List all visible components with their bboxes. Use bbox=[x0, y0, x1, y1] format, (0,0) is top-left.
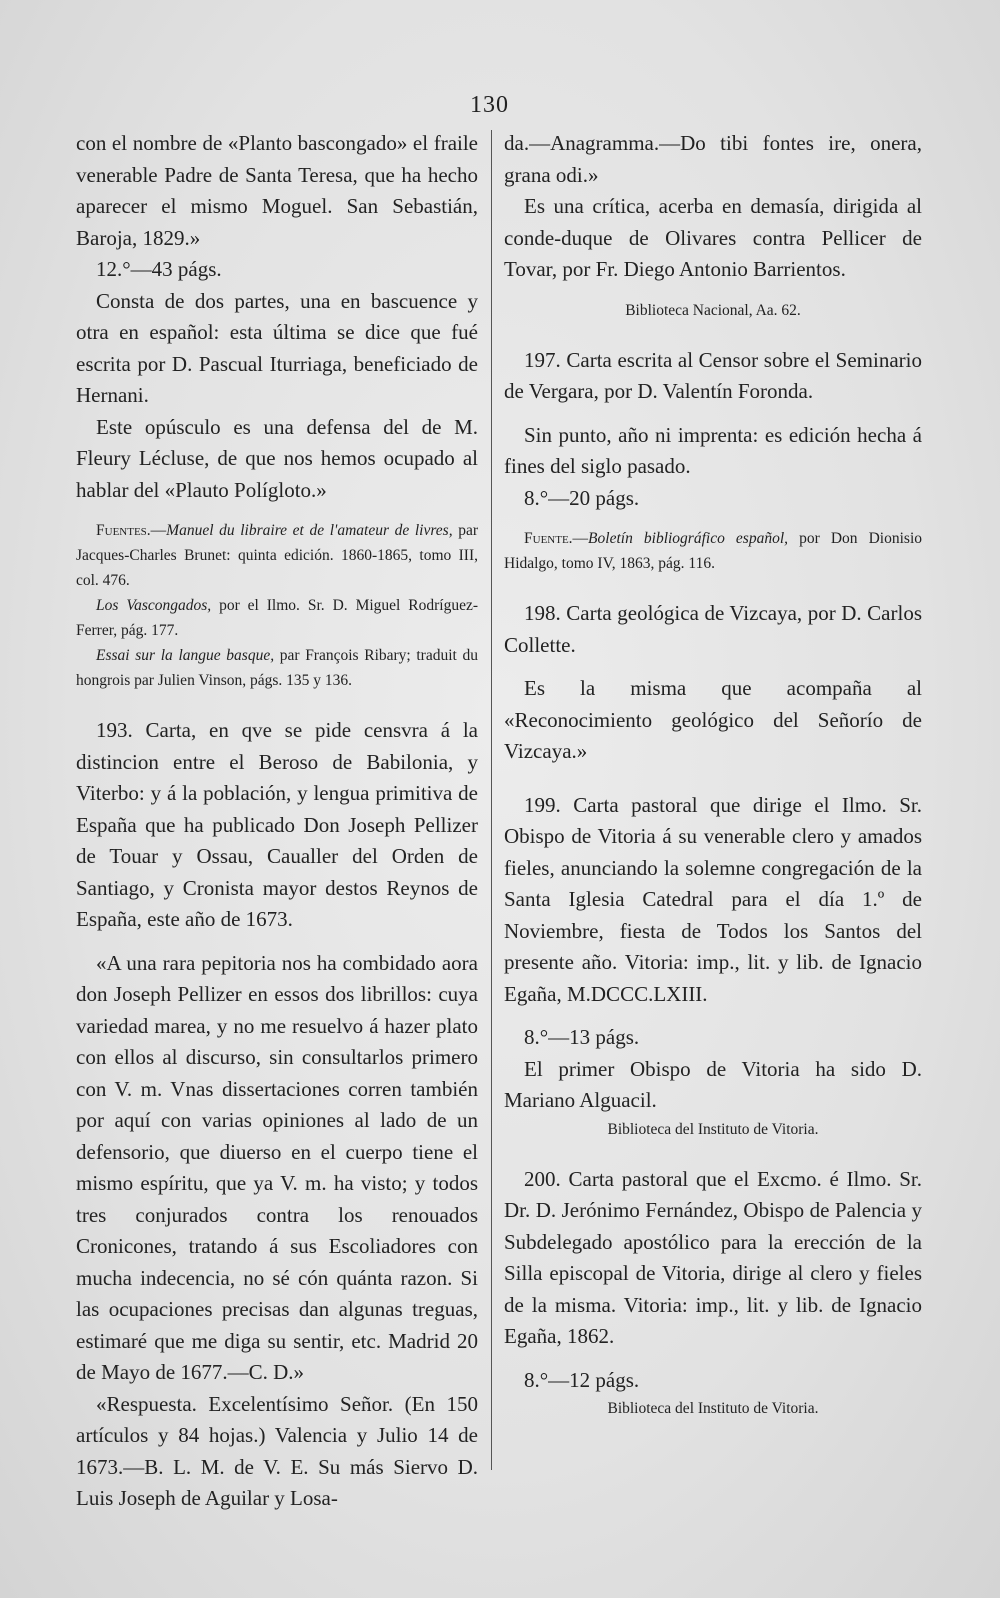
entry-199-format: 8.°—13 págs. bbox=[524, 1025, 640, 1049]
source-3 bbox=[76, 643, 478, 693]
entry-193-number: 193. bbox=[96, 718, 133, 742]
entry-193-quote-1: «A una rara pepitoria nos ha combidado aora don Joseph Pellizer en essos dos librillos: cuya variedad marea, y no me resuelvo á hazer plato con ellos al discurso, sin consultarlos primero con V. m. Vnas dissertaciones corren también por aquí con varias opiniones al lado de un defensorio, que diuerso en el cuerpo tiene el mismo espíritu, que ya V. m. ha visto; y todos tres conjurados contra los renouados Cronicones, tratando á sus Escoliadores con mucha indecencia, no sé cón quánta razon. Si las ocupaciones precisas dan algunas treguas, estimaré que me diga su sentir, etc. Madrid 20 de Mayo de 1677.—C. D.» bbox=[76, 950, 478, 1384]
entry-199-number: 199. bbox=[524, 792, 561, 817]
entry-197-title: Carta escrita al Censor sobre el Seminario de Vergara, por D. Valentín Foronda. bbox=[504, 347, 922, 403]
entry-199 bbox=[504, 790, 922, 1142]
entry-197-source-title: Boletín bibliográfico español, bbox=[588, 530, 789, 547]
source-2 bbox=[76, 593, 478, 643]
sources-block bbox=[76, 518, 478, 693]
entry-200-title: Carta pastoral que el Excmo. é Ilmo. Sr. Dr. D. Jerónimo Fernández, Obispo de Palencia y Subdelegado apostólico para la erección de la Silla episcopal de Vitoria, dirige al clero y fieles de la misma. Vitoria: imp., lit. y lib. de Ignacio Egaña, 1862. bbox=[504, 1166, 922, 1348]
continued-text: da.—Anagramma.—Do tibi fontes ire, onera, grana odi.» bbox=[504, 131, 922, 187]
entry-197 bbox=[504, 345, 922, 577]
right-column bbox=[504, 128, 922, 1421]
entry-197-source-rest: por Don Dionisio Hidalgo, tomo IV, 1863, pág. 116. bbox=[504, 530, 922, 572]
intro-note-2: Este opúsculo es una defensa del de M. Fleury Lécluse, de que nos hemos ocupado al hablar del «Plauto Políglotо.» bbox=[76, 414, 478, 502]
entry-200-library: Biblioteca del Instituto de Vitoria. bbox=[607, 1400, 819, 1417]
source-1-title: Manuel du libraire et de l'amateur de livres, bbox=[166, 522, 453, 539]
entry-199-heading bbox=[504, 790, 922, 1011]
entry-199-library: Biblioteca del Instituto de Vitoria. bbox=[607, 1120, 819, 1138]
intro-format: 12.°—43 págs. bbox=[96, 257, 222, 281]
source-2-title: Los Vascongados, bbox=[96, 597, 212, 614]
column-divider bbox=[491, 130, 492, 1470]
source-3-rest: par François Ribary; traduit du hongrois par Julien Vinson, págs. 135 y 136. bbox=[76, 647, 479, 689]
sources-label: Fuentes.— bbox=[96, 522, 167, 539]
entry-198-desc: Es la misma que acompaña al «Reconocimiento geológico del Señorío de Vizcaya.» bbox=[504, 676, 922, 763]
continued-library: Biblioteca Nacional, Aa. 62. bbox=[625, 301, 801, 319]
entry-197-source-label: Fuente.— bbox=[524, 530, 589, 547]
source-1 bbox=[76, 518, 478, 593]
entry-198 bbox=[504, 598, 922, 768]
continued-note: Es una crítica, acerba en demasía, dirigida al conde-duque de Olivares contra Pellicer de Tovar, por Fr. Diego Antonio Barrientos. bbox=[504, 194, 922, 281]
entry-200-heading bbox=[504, 1164, 922, 1353]
source-1-rest: par Jacques-Charles Brunet: quinta edición. 1860-1865, tomo III, col. 476. bbox=[76, 522, 478, 589]
entry-199-note: El primer Obispo de Vitoria ha sido D. Mariano Alguacil. bbox=[504, 1056, 922, 1112]
entry-197-format: 8.°—20 págs. bbox=[524, 485, 640, 510]
entry-193 bbox=[76, 715, 478, 1515]
entry-199-title: Carta pastoral que dirige el Ilmo. Sr. Obispo de Vitoria á su venerable clero y amados fieles, anunciando la solemne congregación de la Santa Iglesia Catedral para el día 1.º de Noviembre, fiesta de Todos los Santos del presente año. Vitoria: imp., lit. y lib. de Ignacio Egaña, M.DCCC.LXIII. bbox=[504, 792, 922, 1006]
page-number: 130 bbox=[470, 92, 509, 118]
entry-197-source bbox=[504, 526, 922, 576]
entry-200 bbox=[504, 1164, 922, 1422]
entry-193-heading bbox=[76, 715, 478, 936]
entry-197-desc: Sin punto, año ni imprenta: es edición hecha á fines del siglo pasado. bbox=[504, 422, 922, 478]
entry-198-number: 198. bbox=[524, 601, 561, 625]
entry-193-title: Carta, en qve se pide censvra á la distincion entre el Beroso de Babilonia, y Viterbo: y á la población, y lengua primitiva de España que ha publicado Don Joseph Pellizer de Touar y Ossau, Caualler del Orden de Santiago, y Cronista mayor destos Reynos de España, este año de 1673. bbox=[76, 718, 478, 931]
entry-197-number: 197. bbox=[524, 347, 561, 372]
left-column bbox=[76, 128, 478, 1515]
entry-193-quote-2: «Respuesta. Excelentísimo Señor. (En 150 artículos y 84 hojas.) Valencia y Julio 14 de 1673.—B. L. M. de V. E. Su más Siervo D. Luis Joseph de Aguilar y Losa- bbox=[76, 1391, 478, 1510]
entry-198-heading bbox=[504, 598, 922, 661]
source-2-rest: por el Ilmo. Sr. D. Miguel Rodríguez-Ferrer, pág. 177. bbox=[76, 597, 478, 639]
entry-198-title: Carta geológica de Vizcaya, por D. Carlos Collette. bbox=[504, 601, 922, 657]
entry-197-heading bbox=[504, 345, 922, 408]
intro-text: con el nombre de «Planto bascongado» el fraile venerable Padre de Santa Teresa, que ha hecho aparecer el mismo Moguel. San Sebastián, Baroja, 1829.» bbox=[76, 131, 478, 250]
entry-200-number: 200. bbox=[524, 1166, 561, 1191]
intro-note-1: Consta de dos partes, una en bascuence y otra en español: esta última se dice que fué escrita por D. Pascual Iturriaga, beneficiado de Hernani. bbox=[76, 288, 478, 407]
entry-200-format: 8.°—12 págs. bbox=[524, 1367, 640, 1392]
source-3-title: Essai sur la langue basque, bbox=[96, 647, 275, 664]
